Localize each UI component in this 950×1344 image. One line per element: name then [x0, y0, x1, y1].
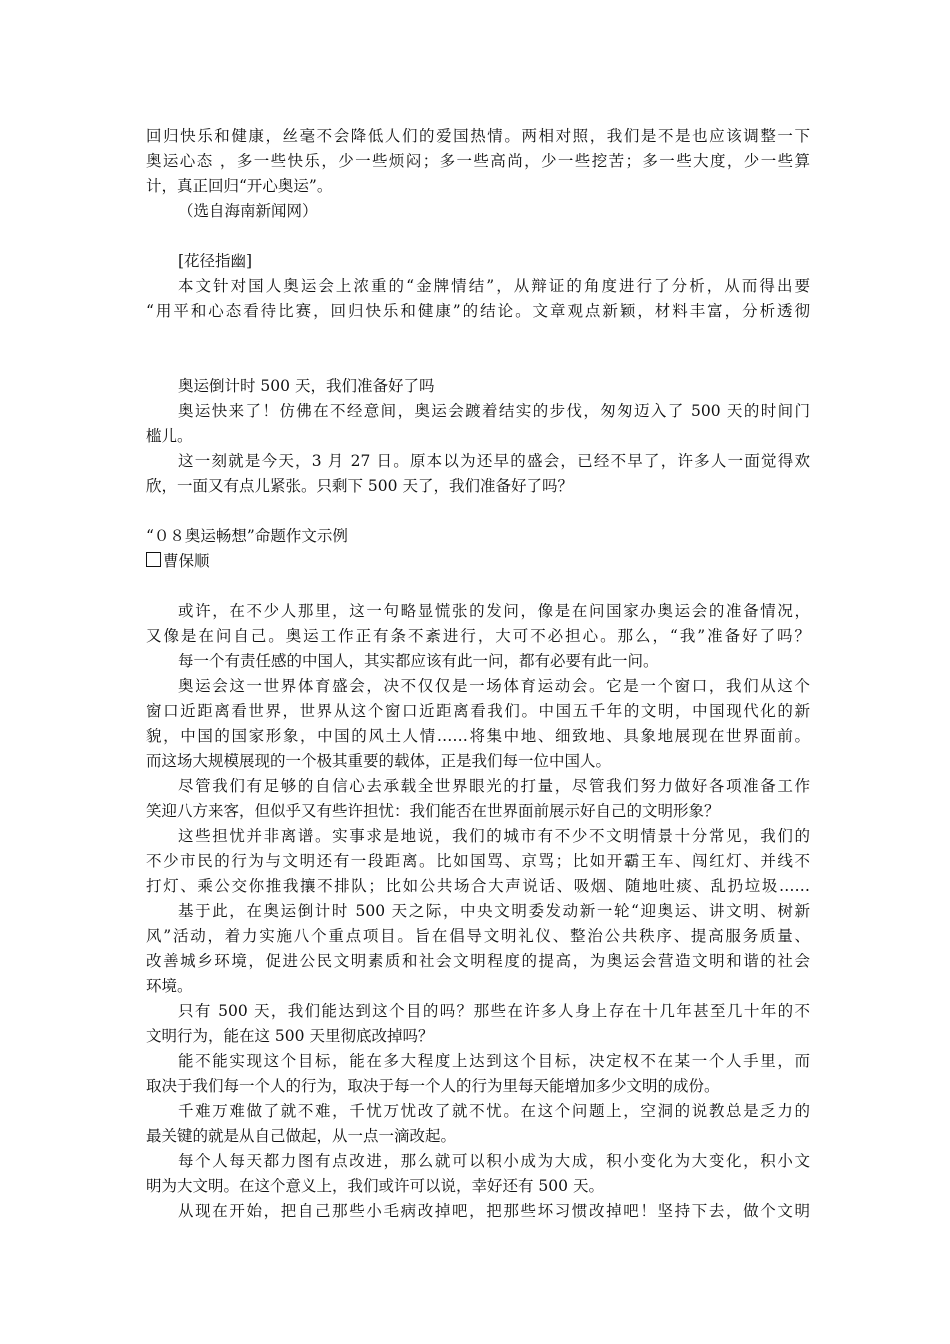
- essay-line: 明为大文明。在这个意义上，我们或许可以说，幸好还有 500 天。: [146, 1177, 604, 1195]
- essay-line: 尽管我们有足够的自信心去承载全世界眼光的打量，尽管我们努力做好各项准备工作: [178, 777, 810, 795]
- essay-line: 千难万难做了就不难，千忧万忧改了就不忧。在这个问题上，空洞的说教总是乏力的: [178, 1102, 810, 1120]
- paragraph-line: 奥运快来了！仿佛在不经意间，奥运会踱着结实的步伐，匆匆迈入了 500 天的时间门: [178, 402, 810, 420]
- paragraph-line: 回归快乐和健康，丝毫不会降低人们的爱国热情。两相对照，我们是不是也应该调整一下: [146, 127, 810, 145]
- essay-heading: “０８奥运畅想”命题作文示例: [146, 527, 348, 545]
- paragraph-line: “用平和心态看待比赛，回归快乐和健康”的结论。文章观点新颖，材料丰富，分析透彻: [146, 302, 810, 320]
- paragraph-line: 奥运心态 ，多一些快乐，少一些烦闷；多一些高尚，少一些挖苦；多一些大度，少一些算: [146, 152, 810, 170]
- essay-line: 改善城乡环境，促进公民文明素质和社会文明程度的提高，为奥运会营造文明和谐的社会: [146, 952, 810, 970]
- source-note: （选自海南新闻网）: [178, 202, 318, 220]
- commentary-label: [花径指幽]: [178, 252, 253, 270]
- essay-line: 而这场大规模展现的一个极其重要的载体，正是我们每一位中国人。: [146, 752, 612, 770]
- essay-line: 风”活动，着力实施八个重点项目。旨在倡导文明礼仪、整治公共秩序、提高服务质量、: [146, 927, 810, 945]
- checkbox-square-icon: [146, 552, 161, 567]
- essay-line: 基于此，在奥运倒计时 500 天之际，中央文明委发动新一轮“迎奥运、讲文明、树新: [178, 902, 810, 920]
- paragraph-line: 槛儿。: [146, 427, 193, 445]
- essay-line: 打灯、乘公交你推我攘不排队；比如公共场合大声说话、吸烟、随地吐痰、乱扔垃圾……: [146, 877, 810, 895]
- essay-line: 窗口近距离看世界，世界从这个窗口近距离看我们。中国五千年的文明，中国现代化的新: [146, 702, 810, 720]
- essay-line: 或许，在不少人那里，这一句略显慌张的发问，像是在问国家办奥运会的准备情况，: [178, 602, 810, 620]
- paragraph-line: 本文针对国人奥运会上浓重的“金牌情结”，从辩证的角度进行了分析，从而得出要: [178, 277, 810, 295]
- paragraph-line: 这一刻就是今天，3 月 27 日。原本以为还早的盛会，已经不早了，许多人一面觉得欢: [178, 452, 810, 470]
- essay-line: 取决于我们每一个人的行为，取决于每一个人的行为里每天能增加多少文明的成份。: [146, 1077, 720, 1095]
- author-name: 曹保顺: [163, 552, 210, 570]
- essay-line: 只有 500 天，我们能达到这个目的吗？那些在许多人身上存在十几年甚至几十年的不: [178, 1002, 810, 1020]
- essay-line: 文明行为，能在这 500 天里彻底改掉吗？: [146, 1027, 434, 1045]
- essay-line: 能不能实现这个目标，能在多大程度上达到这个目标，决定权不在某一个人手里，而: [178, 1052, 810, 1070]
- essay-line: 环境。: [146, 977, 193, 995]
- essay-line: 每个人每天都力图有点改进，那么就可以积小成为大成，积小变化为大变化，积小文: [178, 1152, 810, 1170]
- essay-line: 这些担忧并非离谱。实事求是地说，我们的城市有不少不文明情景十分常见，我们的: [178, 827, 810, 845]
- essay-line: 每一个有责任感的中国人，其实都应该有此一问，都有必要有此一问。: [178, 652, 659, 670]
- essay-line: 奥运会这一世界体育盛会，决不仅仅是一场体育运动会。它是一个窗口，我们从这个: [178, 677, 810, 695]
- essay-line: 不少市民的行为与文明还有一段距离。比如国骂、京骂；比如开霸王车、闯红灯、并线不: [146, 852, 810, 870]
- essay-line: 从现在开始，把自己那些小毛病改掉吧，把那些坏习惯改掉吧！坚持下去，做个文明: [178, 1202, 810, 1220]
- essay-line: 又像是在问自己。奥运工作正有条不紊进行，大可不必担心。那么，“我”准备好了吗？: [146, 627, 810, 645]
- article-title: 奥运倒计时 500 天，我们准备好了吗: [178, 377, 435, 395]
- essay-line: 笑迎八方来客，但似乎又有些许担忧：我们能否在世界面前展示好自己的文明形象？: [146, 802, 720, 820]
- paragraph-line: 欣，一面又有点儿紧张。只剩下 500 天了，我们准备好了吗？: [146, 477, 573, 495]
- paragraph-line: 计，真正回归“开心奥运”。: [146, 177, 333, 195]
- essay-line: 最关键的就是从自己做起，从一点一滴改起。: [146, 1127, 457, 1145]
- author-line: [146, 549, 810, 574]
- essay-line: 貌，中国的国家形象，中国的风土人情……将集中地、细致地、具象地展现在世界面前。: [146, 727, 810, 745]
